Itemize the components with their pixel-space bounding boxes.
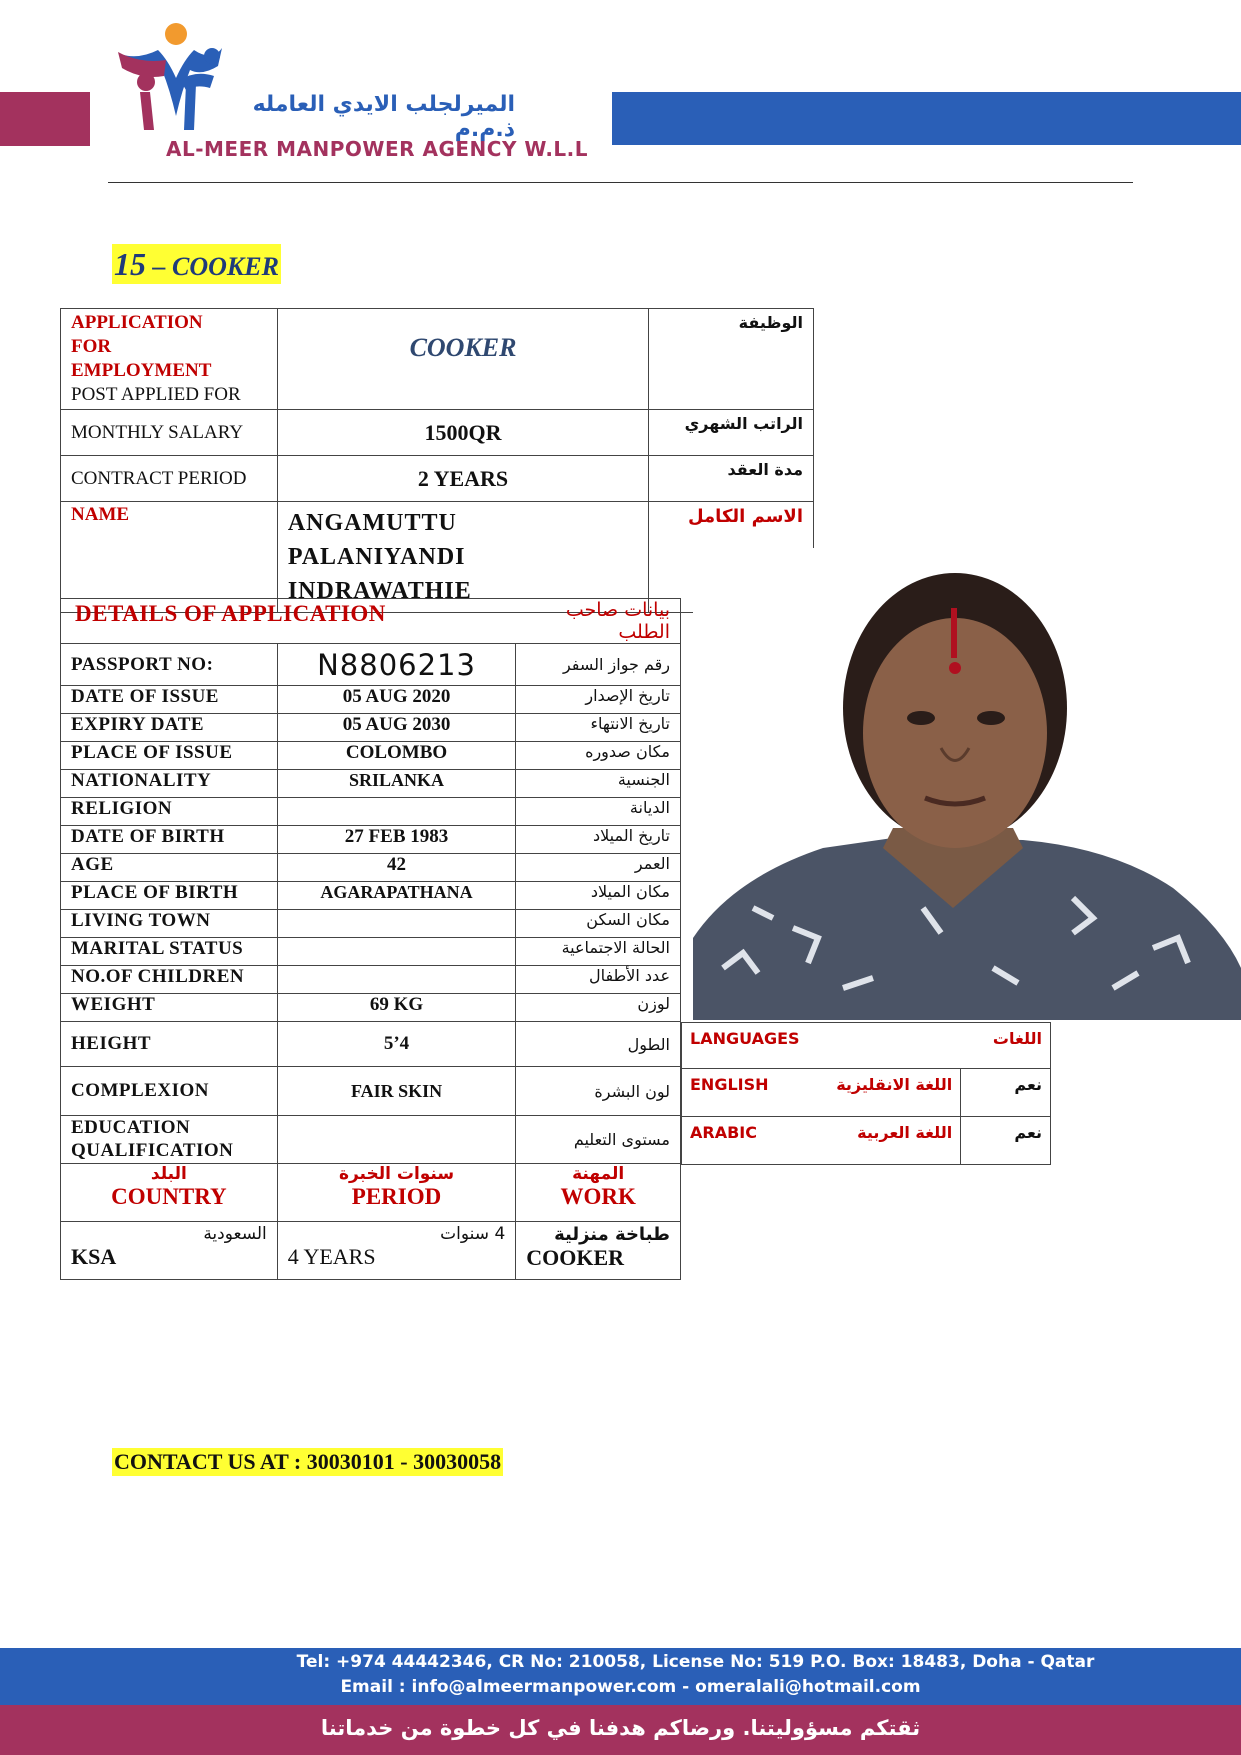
experience-header-en: WORK — [560, 1184, 636, 1209]
detail-value: 5’4 — [277, 1022, 516, 1067]
detail-arabic: الديانة — [516, 798, 681, 826]
detail-arabic: رقم جواز السفر — [516, 644, 681, 686]
experience-header-ar: سنوات الخبرة — [338, 1164, 455, 1184]
detail-arabic: لون البشرة — [516, 1067, 681, 1116]
detail-value: 05 AUG 2030 — [277, 714, 516, 742]
name-line: ANGAMUTTU — [287, 510, 457, 536]
detail-value: AGARAPATHANA — [277, 882, 516, 910]
company-name-english: AL-MEER MANPOWER AGENCY W.L.L — [166, 137, 589, 161]
detail-value: SRILANKA — [277, 770, 516, 798]
contract-arabic: مدة العقد — [649, 456, 814, 502]
experience-header-ar: البلد — [150, 1164, 187, 1184]
language-answer: نعم — [961, 1069, 1051, 1117]
experience-header-en: COUNTRY — [111, 1184, 227, 1209]
experience-period — [277, 1222, 516, 1280]
applicant-photo — [693, 548, 1241, 1020]
detail-label: HEIGHT — [61, 1022, 278, 1067]
name-value-cell — [277, 502, 648, 613]
name-label: NAME — [61, 502, 278, 613]
salary-arabic: الراتب الشهري — [649, 410, 814, 456]
contact-line: CONTACT US AT : 30030101 - 30030058 — [114, 1449, 502, 1474]
application-header-line: APPLICATION — [71, 312, 203, 333]
detail-value — [277, 910, 516, 938]
detail-label: DATE OF ISSUE — [61, 686, 278, 714]
footer-address: Tel: +974 44442346, CR No: 210058, License No: 519 P.O. Box: 18483, Doha - Qatar — [296, 1652, 1095, 1672]
name-arabic: الاسم الكامل — [649, 502, 814, 613]
experience-value-ar: طباخة منزلية — [554, 1224, 670, 1245]
language-name-arabic: اللغة العربية — [857, 1123, 953, 1142]
application-header-cell — [61, 309, 278, 410]
detail-value — [277, 966, 516, 994]
experience-header-work — [516, 1164, 681, 1222]
experience-value-ar: 4 سنوات — [440, 1224, 506, 1244]
detail-arabic: الحالة الاجتماعية — [516, 938, 681, 966]
post-applied-label: POST APPLIED FOR — [71, 384, 241, 405]
details-title-arabic-text: بيانات صاحب الطلب — [565, 599, 670, 643]
salary-label: MONTHLY SALARY — [61, 410, 278, 456]
contract-label: CONTRACT PERIOD — [61, 456, 278, 502]
detail-label: EDUCATION QUALIFICATION — [61, 1116, 278, 1164]
detail-arabic: مستوى التعليم — [516, 1116, 681, 1164]
header-bar-left — [0, 92, 90, 146]
language-name: ENGLISH — [690, 1075, 769, 1094]
name-line: PALANIYANDI — [287, 544, 466, 570]
detail-label: PLACE OF ISSUE — [61, 742, 278, 770]
detail-label: RELIGION — [61, 798, 278, 826]
detail-arabic: تاريخ الإصدار — [516, 686, 681, 714]
detail-label: EXPIRY DATE — [61, 714, 278, 742]
name-line: INDRAWATHIE — [287, 578, 472, 604]
detail-label: NO.OF CHILDREN — [61, 966, 278, 994]
application-header-line: EMPLOYMENT — [71, 360, 212, 381]
detail-arabic: العمر — [516, 854, 681, 882]
post-title-number: 15 — [114, 246, 146, 282]
footer-email[interactable]: Email : info@almeermanpower.com - omeralali@hotmail.com — [340, 1677, 921, 1697]
languages-table — [681, 1022, 1051, 1165]
experience-header-country — [61, 1164, 278, 1222]
experience-work — [516, 1222, 681, 1280]
experience-value-en: COOKER — [526, 1245, 625, 1270]
detail-label: WEIGHT — [61, 994, 278, 1022]
detail-label: NATIONALITY — [61, 770, 278, 798]
experience-value-ar: السعودية — [203, 1224, 267, 1244]
detail-arabic: لوزن — [516, 994, 681, 1022]
footer-slogan: ثقتكم مسؤوليتنا. ورضاكم هدفنا في كل خطوة من خدماتنا — [320, 1716, 921, 1740]
company-logo — [110, 20, 230, 140]
company-name-arabic: الميرلجلب الايدي العامله ذ.م.م — [252, 92, 515, 142]
detail-value: FAIR SKIN — [277, 1067, 516, 1116]
detail-value — [277, 1116, 516, 1164]
detail-value: COLOMBO — [277, 742, 516, 770]
detail-arabic: مكان الميلاد — [516, 882, 681, 910]
detail-value — [277, 938, 516, 966]
detail-arabic: تاريخ الانتهاء — [516, 714, 681, 742]
language-english — [682, 1069, 961, 1117]
detail-value: 27 FEB 1983 — [277, 826, 516, 854]
languages-title: LANGUAGES — [690, 1029, 800, 1048]
detail-value — [277, 798, 516, 826]
passport-value: N8806213 — [277, 644, 516, 686]
detail-label: MARITAL STATUS — [61, 938, 278, 966]
detail-value: 42 — [277, 854, 516, 882]
detail-label: DATE OF BIRTH — [61, 826, 278, 854]
language-answer: نعم — [961, 1117, 1051, 1165]
detail-arabic: عدد الأطفال — [516, 966, 681, 994]
post-title — [112, 244, 281, 284]
details-title: DETAILS OF APPLICATION — [61, 599, 516, 644]
post-applied-value: COOKER — [277, 309, 648, 410]
languages-header — [682, 1023, 1051, 1069]
detail-arabic: الجنسية — [516, 770, 681, 798]
experience-value-en: KSA — [71, 1244, 117, 1269]
salary-value: 1500QR — [277, 410, 648, 456]
language-name-arabic: اللغة الانقليزية — [836, 1075, 953, 1094]
detail-value: 69 KG — [277, 994, 516, 1022]
experience-header-ar: المهنة — [572, 1164, 625, 1184]
detail-label: LIVING TOWN — [61, 910, 278, 938]
contract-value: 2 YEARS — [277, 456, 648, 502]
detail-label: PASSPORT NO: — [61, 644, 278, 686]
details-table — [60, 598, 681, 1280]
languages-title-arabic: اللغات — [992, 1029, 1042, 1048]
detail-arabic: تاريخ الميلاد — [516, 826, 681, 854]
post-applied-arabic: الوظيفة — [649, 309, 814, 410]
experience-header-period — [277, 1164, 516, 1222]
application-header-line: FOR — [71, 336, 112, 357]
language-name: ARABIC — [690, 1123, 757, 1142]
detail-label: AGE — [61, 854, 278, 882]
detail-value: 05 AUG 2020 — [277, 686, 516, 714]
header-bar-right — [612, 92, 1241, 145]
details-title-arabic — [516, 599, 681, 644]
detail-arabic: مكان صدوره — [516, 742, 681, 770]
detail-label: PLACE OF BIRTH — [61, 882, 278, 910]
experience-header-en: PERIOD — [351, 1184, 442, 1209]
detail-label: COMPLEXION — [61, 1067, 278, 1116]
experience-value-en: 4 YEARS — [287, 1244, 376, 1269]
experience-country — [61, 1222, 278, 1280]
language-arabic — [682, 1117, 961, 1165]
header-divider — [108, 182, 1133, 183]
detail-arabic: مكان السكن — [516, 910, 681, 938]
detail-arabic: الطول — [516, 1022, 681, 1067]
post-title-text: – COOKER — [146, 252, 279, 281]
